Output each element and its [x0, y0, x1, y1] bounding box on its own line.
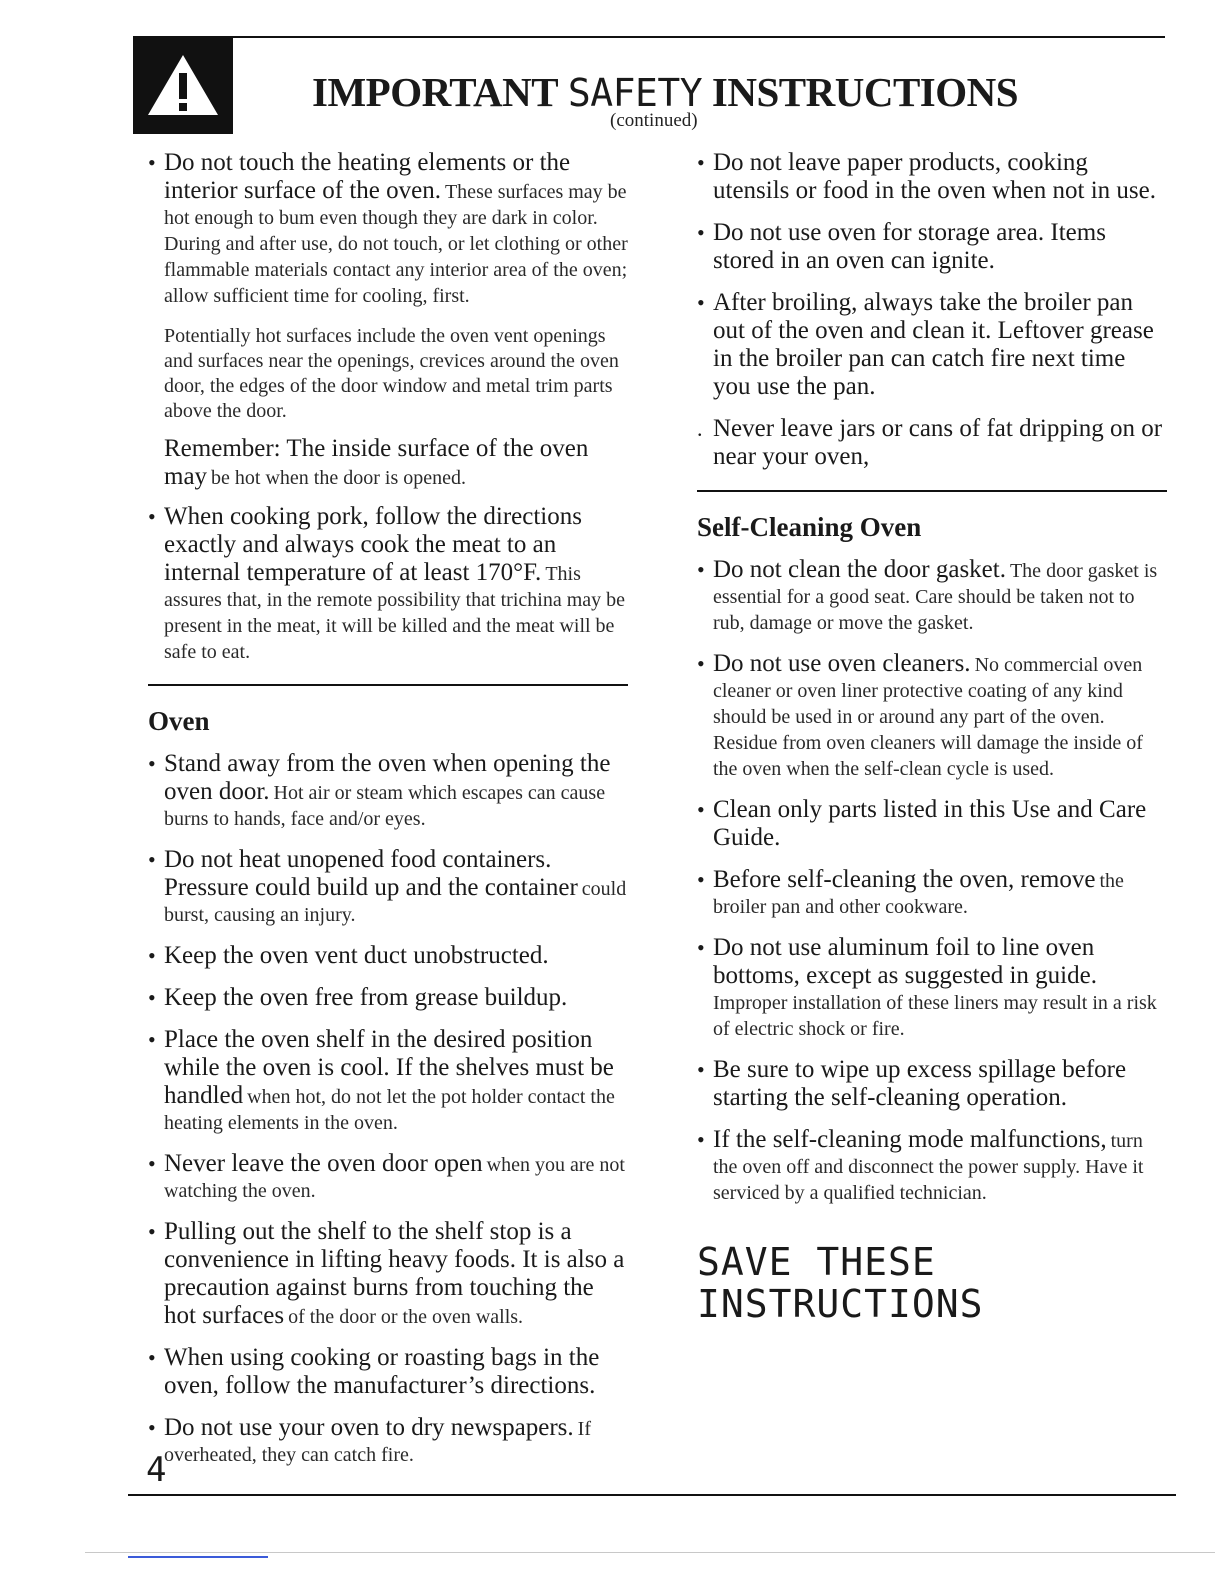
page-subtitle: (continued) [610, 110, 698, 131]
item-lead: Do not use your oven to dry newspapers. [164, 1414, 574, 1441]
bullet: • [148, 1219, 156, 1244]
footer-rule [128, 1494, 1176, 1496]
warning-box [133, 36, 233, 134]
bullet: • [148, 751, 156, 776]
item-lead: Do not leave paper products, cooking utensils or food in the oven when not in use. [713, 149, 1156, 204]
bullet: • [697, 651, 705, 676]
bullet: • [148, 1345, 156, 1370]
list-item [697, 150, 1167, 206]
bullet: • [697, 797, 705, 822]
item-detail: turn the oven off and disconnect the power supply. Have it serviced by a qualified technician. [713, 1130, 1144, 1204]
title-safety: SAFETY [567, 71, 703, 115]
title-important: IMPORTANT [312, 69, 559, 115]
item-lead: Never leave the oven door open [164, 1150, 483, 1177]
bullet: • [148, 847, 156, 872]
list-item [148, 943, 628, 971]
section-title-oven: Oven [148, 706, 210, 736]
list-item [148, 150, 628, 310]
item-lead: Keep the oven free from grease buildup. [164, 984, 568, 1011]
bullet: • [697, 867, 705, 892]
list-item [697, 1127, 1167, 1207]
bullet: • [148, 504, 156, 529]
bullet: • [697, 557, 705, 582]
save-line-2: INSTRUCTIONS [697, 1282, 984, 1326]
list-item [148, 1345, 628, 1401]
scan-artifact-accent [128, 1556, 268, 1558]
item-lead: If the self-cleaning mode malfunctions, [713, 1126, 1107, 1153]
bullet: • [148, 1415, 156, 1440]
bullet: • [148, 943, 156, 968]
item-lead: After broiling, always take the broiler pan out of the oven and clean it. Leftover grease in the broiler pan can catch fire next time you use the pan. [713, 289, 1154, 400]
item-lead: Clean only parts listed in this Use and Care Guide. [713, 796, 1147, 851]
item-lead: When cooking pork, follow the directions exactly and always cook the meat to an internal temperature of at least 170°F. [164, 503, 582, 586]
warning-triangle-icon [145, 51, 221, 119]
list-item [148, 504, 628, 666]
list-item [697, 651, 1167, 783]
item-lead: Do not touch the heating elements or the interior surface of the oven. [164, 149, 571, 204]
list-item [697, 1057, 1167, 1113]
list-item [697, 867, 1167, 921]
list-item [148, 1027, 628, 1137]
list-item [148, 1415, 628, 1469]
header-top-rule [133, 36, 1165, 38]
save-instructions-heading [697, 1241, 1167, 1325]
item-detail: of the door or the oven walls. [288, 1306, 524, 1328]
bullet: • [148, 1151, 156, 1176]
item-detail: No commercial oven cleaner or oven liner protective coating of any kind should be used in or around any part of the oven. Residue from oven cleaners will damage the inside of the oven when the self-clean cycle is used. [713, 654, 1143, 780]
item-detail: The door gasket is essential for a good seat. Care should be taken not to rub, damage or move the gasket. [713, 560, 1158, 634]
list-item [697, 220, 1167, 276]
left-column [148, 150, 628, 1483]
item-lead: Do not use oven for storage area. Items stored in an oven can ignite. [713, 219, 1106, 274]
item-detail: Improper installation of these liners may result in a risk of electric shock or fire. [713, 992, 1157, 1040]
item-lead: Pulling out the shelf to the shelf stop is a convenience in lifting heavy foods. It is also a precaution against burns from touching the hot surfaces [164, 1218, 625, 1329]
bullet: • [148, 985, 156, 1010]
paragraph-lead: Remember: The inside surface of the oven may [164, 435, 589, 490]
item-detail: the broiler pan and other cookware. [713, 870, 1124, 918]
item-lead: Before self-cleaning the oven, remove [713, 866, 1096, 893]
item-detail: Hot air or steam which escapes can cause burns to hands, face and/or eyes. [164, 782, 606, 830]
item-detail: These surfaces may be hot enough to bum even though they are dark in color. During and after use, do not touch, or let clothing or other flammable materials contact any interior area of the oven; allow sufficient time for cooling, first. [164, 181, 628, 307]
list-item [697, 557, 1167, 637]
bullet: . [697, 416, 703, 441]
bullet: • [697, 220, 705, 245]
bullet: • [697, 290, 705, 315]
list-item [148, 985, 628, 1013]
item-lead: Keep the oven vent duct unobstructed. [164, 942, 549, 969]
item-detail: when you are not watching the oven. [164, 1154, 625, 1202]
section-divider [148, 684, 628, 686]
bullet: • [697, 935, 705, 960]
title-instructions: INSTRUCTIONS [711, 69, 1019, 115]
paragraph: Potentially hot surfaces include the oven vent openings and surfaces near the openings, crevices around the oven door, the edges of the door window and metal trim parts above the door. [164, 325, 619, 422]
list-item [148, 1151, 628, 1205]
paragraph [148, 436, 628, 492]
item-detail: could burst, causing an injury. [164, 878, 627, 926]
bullet: • [697, 1057, 705, 1082]
list-item [697, 290, 1167, 402]
list-item [697, 416, 1167, 472]
section-divider [697, 490, 1167, 492]
bullet: • [697, 150, 705, 175]
item-lead: Be sure to wipe up excess spillage before starting the self-cleaning operation. [713, 1056, 1127, 1111]
item-lead: Do not clean the door gasket. [713, 556, 1006, 583]
item-lead: Place the oven shelf in the desired position while the oven is cool. If the shelves must be handled [164, 1026, 614, 1109]
list-item [697, 797, 1167, 853]
right-column [697, 150, 1167, 1325]
item-lead: When using cooking or roasting bags in the oven, follow the manufacturer’s directions. [164, 1344, 600, 1399]
save-line-1: SAVE THESE [697, 1240, 936, 1284]
item-lead: Do not heat unopened food containers. Pressure could build up and the container [164, 846, 578, 901]
item-lead: Do not use aluminum foil to line oven bottoms, except as suggested in guide. [713, 934, 1097, 989]
item-detail: This assures that, in the remote possibility that trichina may be present in the meat, it will be killed and the meat will be safe to eat. [164, 563, 626, 663]
list-item [697, 935, 1167, 1043]
item-lead: Never leave jars or cans of fat dripping on or near your oven, [713, 415, 1163, 470]
bullet: • [148, 1027, 156, 1052]
list-item [148, 751, 628, 833]
page-number: 4 [146, 1450, 167, 1490]
item-lead: Stand away from the oven when opening the oven door. [164, 750, 611, 805]
paragraph-detail: be hot when the door is opened. [211, 467, 466, 489]
bullet: • [697, 1127, 705, 1152]
list-item [148, 847, 628, 929]
section-title-self-cleaning: Self-Cleaning Oven [697, 512, 922, 542]
list-item [148, 1219, 628, 1331]
scan-artifact-line [85, 1552, 1215, 1553]
item-detail: If overheated, they can catch fire. [164, 1418, 591, 1466]
item-detail: when hot, do not let the pot holder contact the heating elements in the oven. [164, 1086, 615, 1134]
bullet: • [148, 150, 156, 175]
item-lead: Do not use oven cleaners. [713, 650, 971, 677]
